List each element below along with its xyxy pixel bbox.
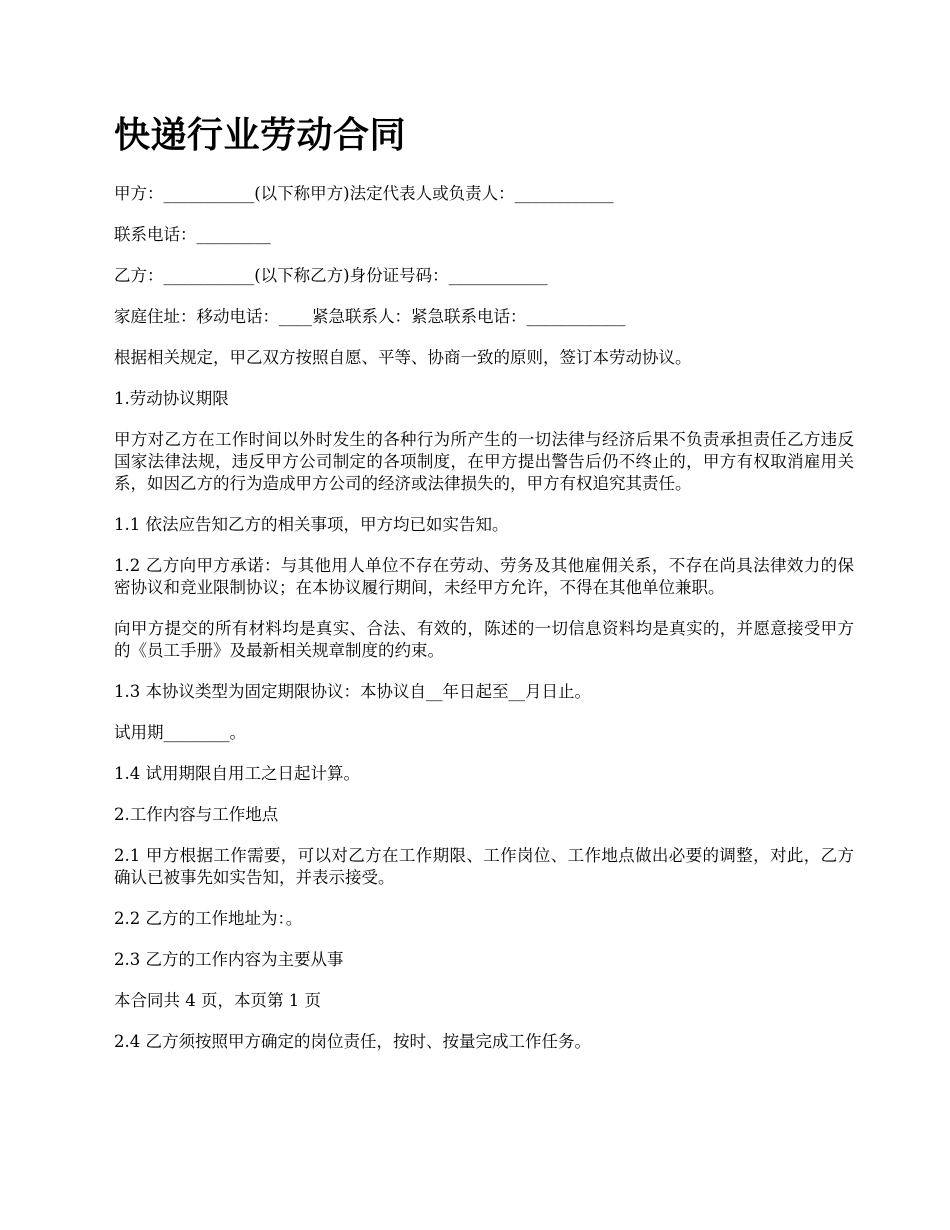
- clause-2-1: 2.1 甲方根据工作需要，可以对乙方在工作期限、工作岗位、工作地点做出必要的调整，对此，乙方确认已被事先如实告知，并表示接受。: [114, 846, 854, 887]
- clause-2-3: 2.3 乙方的工作内容为主要从事: [114, 950, 344, 969]
- document-page: [114, 112, 854, 1072]
- probation-line: 试用期________。: [114, 723, 246, 742]
- party-b-line: 乙方：___________(以下称乙方)身份证号码：____________: [114, 266, 548, 285]
- preamble-paragraph: 根据相关规定，甲乙双方按照自愿、平等、协商一致的原则，签订本劳动协议。: [114, 348, 692, 367]
- liability-paragraph: 甲方对乙方在工作时间以外时发生的各种行为所产生的一切法律与经济后果不负责承担责任乙方违反国家法律法规，违反甲方公司制定的各项制度，在甲方提出警告后仍不终止的，甲方有权取消雇用关系，如因乙方的行为造成甲方公司的经济或法律损失的，甲方有权追究其责任。: [114, 430, 854, 493]
- document-title: 快递行业劳动合同: [114, 115, 407, 156]
- clause-2-4: 2.4 乙方须按照甲方确定的岗位责任，按时、按量完成工作任务。: [114, 1032, 591, 1051]
- page-indicator: 本合同共 4 页，本页第 1 页: [114, 991, 321, 1010]
- clause-1-3: 1.3 本协议类型为固定期限协议：本协议自__年日起至__月日止。: [114, 682, 591, 701]
- section-1-heading: 1.劳动协议期限: [114, 389, 229, 408]
- clause-1-2: 1.2 乙方向甲方承诺：与其他用人单位不存在劳动、劳务及其他雇佣关系，不存在尚具法律效力的保密协议和竞业限制协议；在本协议履行期间，未经甲方允许，不得在其他单位兼职。: [114, 556, 854, 597]
- contact-phone-line: 联系电话：_________: [114, 225, 271, 244]
- clause-1-1: 1.1 依法应告知乙方的相关事项，甲方均已如实告知。: [114, 515, 509, 534]
- home-address-line: 家庭住址：移动电话：____紧急联系人：紧急联系电话：____________: [114, 307, 626, 326]
- clause-1-4: 1.4 试用期限自用工之日起计算。: [114, 764, 360, 783]
- materials-paragraph: 向甲方提交的所有材料均是真实、合法、有效的，陈述的一切信息资料均是真实的，并愿意接受甲方的《员工手册》及最新相关规章制度的约束。: [114, 619, 854, 660]
- section-2-heading: 2.工作内容与工作地点: [114, 805, 279, 824]
- party-a-line: 甲方：___________(以下称甲方)法定代表人或负责人：____________: [114, 184, 614, 203]
- clause-2-2: 2.2 乙方的工作地址为：。: [114, 909, 303, 928]
